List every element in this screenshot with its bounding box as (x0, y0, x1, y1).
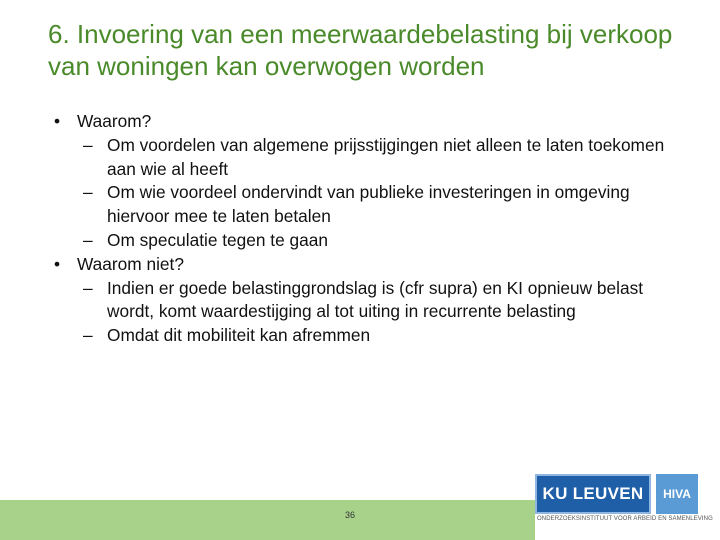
slide-content (54, 110, 684, 348)
bullet-marker: • (54, 253, 61, 274)
sub-bullet-marker: – (83, 325, 93, 346)
sub-bullet-text: Om voordelen van algemene prijsstijgingen niet alleen te laten toekomen aan wie al heeft (107, 134, 665, 179)
sub-bullet-marker: – (83, 134, 93, 155)
sub-bullet-item (54, 181, 684, 229)
logo-tagline: ONDERZOEKSINSTITUUT VOOR ARBEID EN SAMENLEVING (537, 516, 713, 522)
page-number: 36 (344, 510, 355, 520)
sub-bullet-text: Indien er goede belastinggrondslag is (cfr supra) en KI opnieuw belast wordt, komt waardestijging al tot uiting in recurrente belasting (107, 277, 644, 322)
sub-bullet-item (54, 134, 684, 182)
sub-bullet-text: Om speculatie tegen te gaan (107, 229, 328, 250)
ku-leuven-logo-text: KU LEUVEN (542, 484, 644, 503)
sub-bullet-item (54, 277, 684, 325)
bullet-item (54, 110, 684, 134)
sub-bullet-marker: – (83, 277, 93, 298)
bullet-text: Waarom? (77, 111, 152, 131)
footer-bar (0, 500, 535, 540)
bullet-text: Waarom niet? (77, 253, 184, 274)
hiva-logo-text: HIVA (663, 487, 691, 501)
sub-bullet-marker: – (83, 229, 93, 250)
bullet-item (54, 253, 684, 277)
sub-bullet-text: Om wie voordeel ondervindt van publieke investeringen in omgeving hiervoor mee te laten betalen (107, 182, 630, 227)
hiva-logo (656, 474, 698, 514)
slide-title: 6. Invoering van een meerwaardebelasting bij verkoop van woningen kan overwogen worden (48, 19, 673, 81)
sub-bullet-text: Omdat dit mobiliteit kan afremmen (107, 325, 371, 346)
bullet-marker: • (54, 111, 61, 131)
sub-bullet-item (54, 229, 684, 253)
ku-leuven-logo (535, 474, 651, 514)
sub-bullet-item (54, 324, 684, 348)
sub-bullet-marker: – (83, 182, 93, 203)
